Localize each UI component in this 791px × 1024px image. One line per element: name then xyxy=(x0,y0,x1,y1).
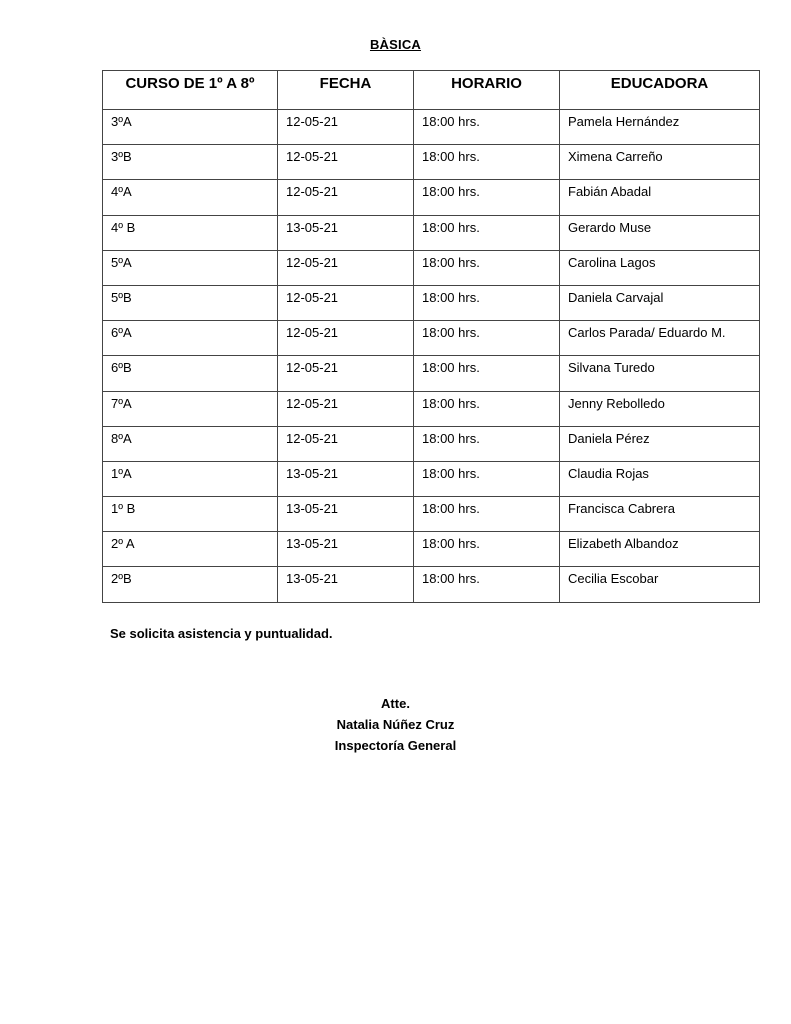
cell-fecha: 13-05-21 xyxy=(278,567,414,602)
cell-curso: 5ºB xyxy=(103,285,278,320)
cell-curso: 1ºA xyxy=(103,461,278,496)
cell-educadora: Cecilia Escobar xyxy=(560,567,760,602)
table-row xyxy=(103,321,760,356)
cell-horario: 18:00 hrs. xyxy=(414,426,560,461)
table-row xyxy=(103,567,760,602)
cell-fecha: 12-05-21 xyxy=(278,356,414,391)
attendance-note: Se solicita asistencia y puntualidad. xyxy=(110,626,333,641)
schedule-table xyxy=(102,70,760,603)
cell-horario: 18:00 hrs. xyxy=(414,497,560,532)
cell-curso: 1º B xyxy=(103,497,278,532)
document-title: BÀSICA xyxy=(369,37,422,52)
cell-horario: 18:00 hrs. xyxy=(414,250,560,285)
cell-curso: 8ºA xyxy=(103,426,278,461)
cell-curso: 4ºA xyxy=(103,180,278,215)
cell-fecha: 12-05-21 xyxy=(278,250,414,285)
cell-educadora: Gerardo Muse xyxy=(560,215,760,250)
cell-horario: 18:00 hrs. xyxy=(414,321,560,356)
cell-fecha: 13-05-21 xyxy=(278,215,414,250)
table-row xyxy=(103,215,760,250)
table-row xyxy=(103,497,760,532)
cell-horario: 18:00 hrs. xyxy=(414,180,560,215)
cell-fecha: 12-05-21 xyxy=(278,285,414,320)
table-row xyxy=(103,110,760,145)
cell-educadora: Fabián Abadal xyxy=(560,180,760,215)
cell-curso: 2º A xyxy=(103,532,278,567)
cell-educadora: Carolina Lagos xyxy=(560,250,760,285)
signature-block xyxy=(0,693,791,756)
cell-fecha: 12-05-21 xyxy=(278,321,414,356)
cell-educadora: Carlos Parada/ Eduardo M. xyxy=(560,321,760,356)
cell-curso: 3ºA xyxy=(103,110,278,145)
table-row xyxy=(103,356,760,391)
cell-horario: 18:00 hrs. xyxy=(414,567,560,602)
cell-horario: 18:00 hrs. xyxy=(414,532,560,567)
header-curso: CURSO DE 1º A 8º xyxy=(103,71,278,110)
cell-horario: 18:00 hrs. xyxy=(414,285,560,320)
table-row xyxy=(103,285,760,320)
table-body xyxy=(103,110,760,603)
cell-educadora: Claudia Rojas xyxy=(560,461,760,496)
cell-fecha: 12-05-21 xyxy=(278,180,414,215)
cell-educadora: Elizabeth Albandoz xyxy=(560,532,760,567)
cell-educadora: Francisca Cabrera xyxy=(560,497,760,532)
signature-name: Natalia Núñez Cruz xyxy=(336,717,455,732)
cell-horario: 18:00 hrs. xyxy=(414,356,560,391)
cell-curso: 4º B xyxy=(103,215,278,250)
cell-educadora: Pamela Hernández xyxy=(560,110,760,145)
cell-fecha: 12-05-21 xyxy=(278,145,414,180)
header-fecha: FECHA xyxy=(278,71,414,110)
cell-curso: 7ºA xyxy=(103,391,278,426)
cell-fecha: 12-05-21 xyxy=(278,110,414,145)
cell-fecha: 13-05-21 xyxy=(278,532,414,567)
signature-closing: Atte. xyxy=(381,696,410,711)
cell-educadora: Daniela Pérez xyxy=(560,426,760,461)
header-educadora: EDUCADORA xyxy=(560,71,760,110)
table-header xyxy=(103,71,760,110)
table-row xyxy=(103,426,760,461)
table-row xyxy=(103,180,760,215)
signature-role: Inspectoría General xyxy=(334,738,457,753)
table-row xyxy=(103,145,760,180)
table-row xyxy=(103,250,760,285)
cell-curso: 6ºA xyxy=(103,321,278,356)
cell-educadora: Jenny Rebolledo xyxy=(560,391,760,426)
cell-fecha: 13-05-21 xyxy=(278,497,414,532)
cell-educadora: Daniela Carvajal xyxy=(560,285,760,320)
table-row xyxy=(103,391,760,426)
cell-curso: 2ºB xyxy=(103,567,278,602)
cell-curso: 5ºA xyxy=(103,250,278,285)
cell-curso: 6ºB xyxy=(103,356,278,391)
cell-curso: 3ºB xyxy=(103,145,278,180)
cell-fecha: 12-05-21 xyxy=(278,391,414,426)
cell-horario: 18:00 hrs. xyxy=(414,391,560,426)
table-row xyxy=(103,532,760,567)
cell-horario: 18:00 hrs. xyxy=(414,145,560,180)
cell-educadora: Silvana Turedo xyxy=(560,356,760,391)
cell-fecha: 12-05-21 xyxy=(278,426,414,461)
table-row xyxy=(103,461,760,496)
cell-horario: 18:00 hrs. xyxy=(414,461,560,496)
header-row xyxy=(103,71,760,110)
cell-fecha: 13-05-21 xyxy=(278,461,414,496)
cell-horario: 18:00 hrs. xyxy=(414,110,560,145)
header-horario: HORARIO xyxy=(414,71,560,110)
cell-horario: 18:00 hrs. xyxy=(414,215,560,250)
cell-educadora: Ximena Carreño xyxy=(560,145,760,180)
